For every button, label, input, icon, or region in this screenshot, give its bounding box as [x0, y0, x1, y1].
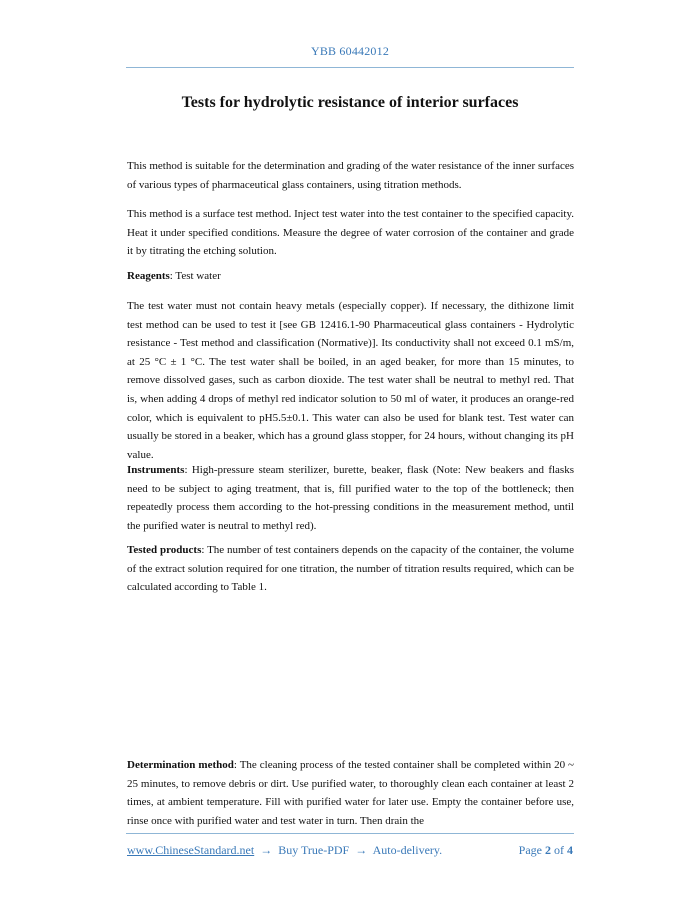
auto-delivery-text: Auto-delivery. — [372, 843, 443, 857]
reagents-heading: Reagents — [127, 270, 170, 282]
instruments-text: : High-pressure steam sterilizer, burette, beaker, flask (Note: New beakers and flasks need to be subject to aging treatment, that is, fill purified water to the top of the bottleneck; then repeatedly process them according to the hot-pressing conditions in the measurement method, until the purified water is neutral to methyl red). — [127, 464, 574, 532]
determination-method-paragraph — [127, 756, 574, 830]
reagents-paragraph — [127, 267, 574, 286]
tested-products-heading: Tested products — [127, 544, 202, 556]
footer-divider — [126, 833, 574, 834]
current-page-number: 2 — [545, 843, 551, 857]
header-divider — [126, 67, 574, 68]
page-indicator — [519, 843, 573, 858]
intro-paragraph — [127, 157, 574, 194]
website-link[interactable]: www.ChineseStandard.net — [127, 843, 255, 857]
page-of-label: of — [554, 843, 564, 857]
method-paragraph — [127, 205, 574, 261]
reagents-text: : Test water — [169, 270, 221, 282]
intro-text: This method is suitable for the determination and grading of the water resistance of the inner surfaces of various types of pharmaceutical glass containers, using titration methods. — [127, 160, 574, 191]
footer-links — [127, 843, 442, 858]
instruments-heading: Instruments — [127, 464, 185, 476]
test-water-text: The test water must not contain heavy metals (especially copper). If necessary, the dithizone limit test method can be used to test it [see GB 12416.1-90 Pharmaceutical glass containers - Hydrolytic resistance - Test method and classification (Normative)]. Its conductivity shall not exceed 0.1 mS/m, at 25 °C ± 1 °C. The test water shall be boiled, in an aged beaker, for more than 15 minutes, to remove dissolved gases, such as carbon dioxide. The test water shall be neutral to methyl red. That is, when adding 4 drops of methyl red indicator solution to 50 ml of water, it produces an orange-red color, which is equivalent to pH5.5±0.1. This water can also be used for blank test. Test water can usually be stored in a beaker, which has a ground glass stopper, for 24 hours, without changing its pH value. — [127, 300, 574, 461]
buy-pdf-text: Buy True-PDF — [278, 843, 350, 857]
page-label: Page — [518, 843, 542, 857]
arrow-right-icon: → — [260, 843, 273, 857]
determination-method-text: : The cleaning process of the tested container shall be completed within 20 ~ 25 minutes, to remove debris or dirt. Use purified water, to thoroughly clean each container at least 2 times, at ambient temperature. Fill with purified water for later use. Empty the container before use, rinse once with purified water and test water in turn. Then drain the — [127, 759, 574, 827]
method-text: This method is a surface test method. Inject test water into the test container to the specified capacity. Heat it under specified conditions. Measure the degree of water corrosion of the container and grade it by titrating the etching solution. — [127, 208, 574, 258]
arrow-right-icon: → — [355, 843, 368, 857]
tested-products-text: : The number of test containers depends on the capacity of the container, the volume of the extract solution required for one titration, the number of titration results required, which can be calculated according to Table 1. — [127, 544, 574, 594]
page-footer — [127, 843, 573, 861]
test-water-paragraph — [127, 297, 574, 464]
tested-products-paragraph — [127, 541, 574, 597]
document-title: Tests for hydrolytic resistance of interior surfaces — [181, 94, 519, 111]
total-pages-number: 4 — [567, 843, 573, 857]
instruments-paragraph — [127, 461, 574, 535]
standard-code-header: YBB 60442012 — [310, 44, 390, 58]
determination-method-heading: Determination method — [127, 759, 234, 771]
